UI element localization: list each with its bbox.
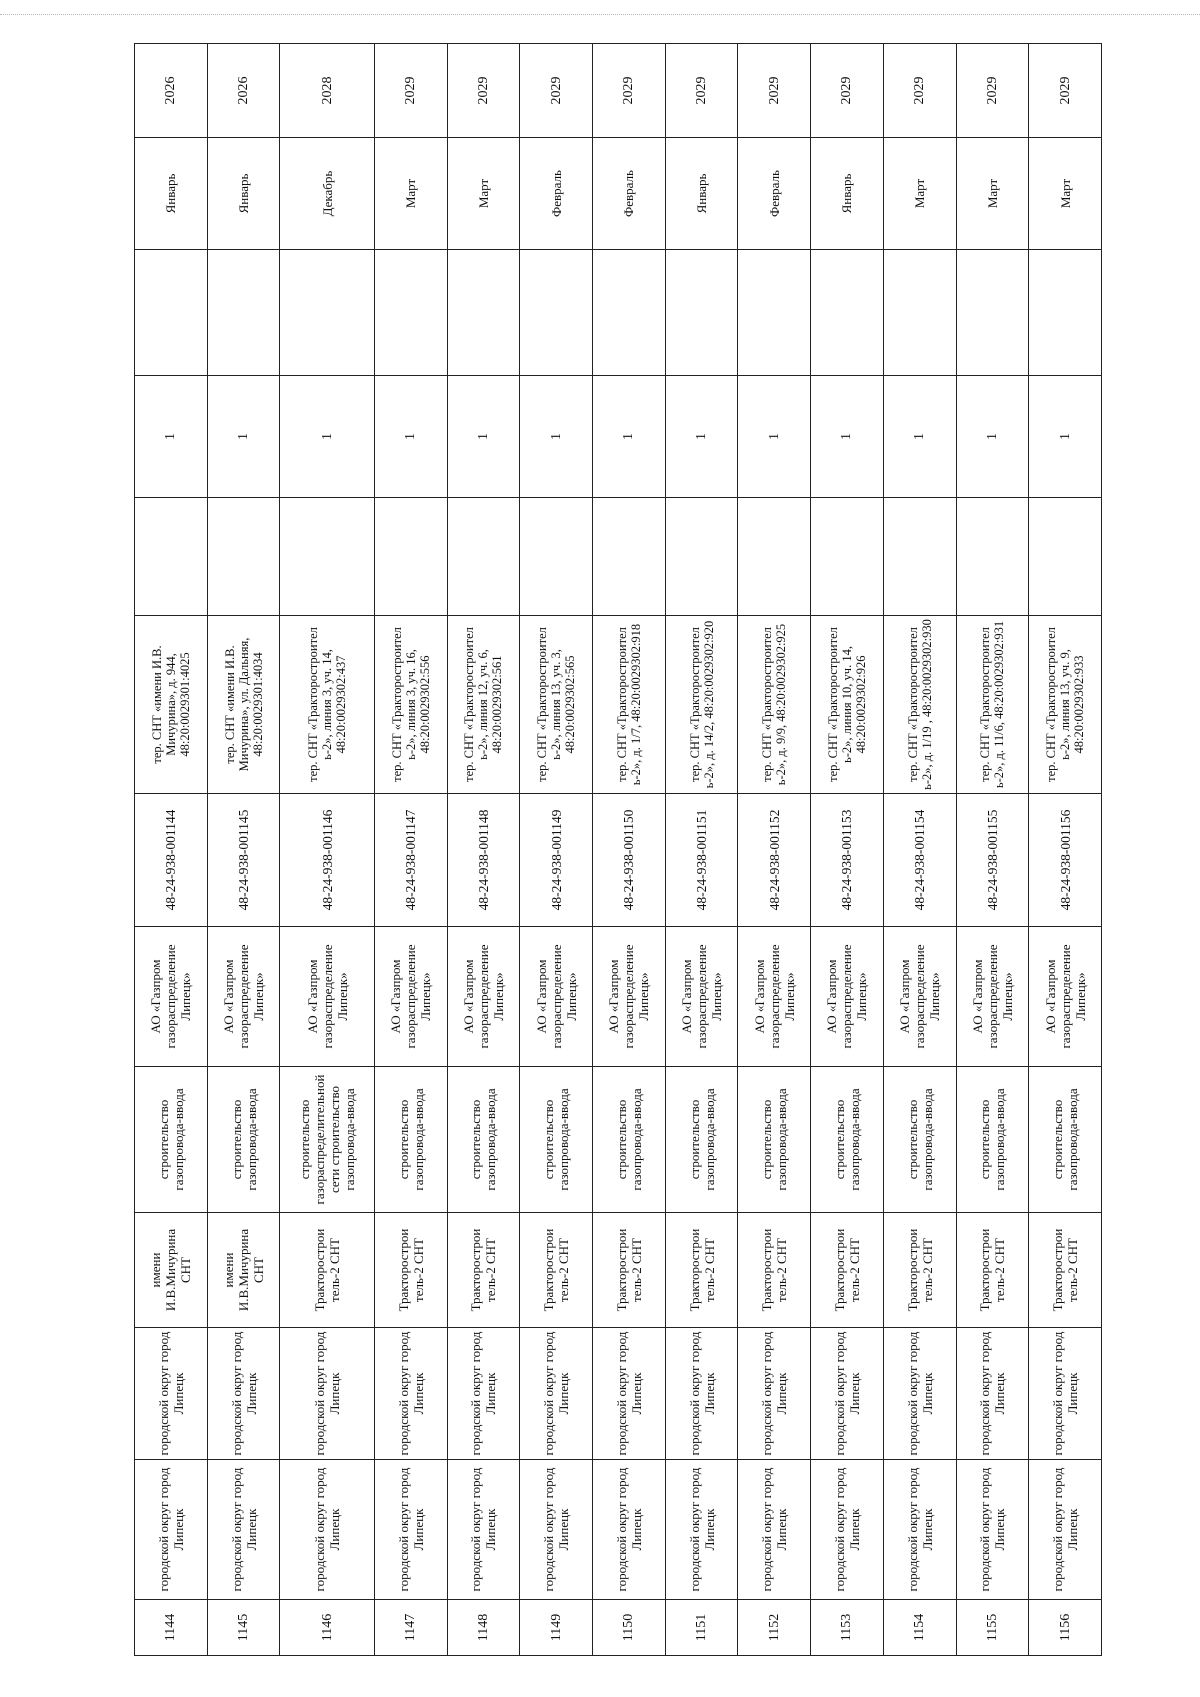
- note-cell: [665, 250, 738, 376]
- row-number: 1144: [135, 1600, 208, 1656]
- note-cell: [207, 250, 280, 376]
- scan-edge-line: [0, 14, 1200, 15]
- location-cell: имени И.В.Мичурина СНТ: [135, 1213, 208, 1328]
- municipality-cell: городской округ город Липецк: [883, 1460, 956, 1600]
- settlement-cell: городской округ город Липецк: [593, 1328, 666, 1460]
- work-type-cell: строительство газопровода-ввода: [135, 1067, 208, 1213]
- municipality-cell: городской округ город Липецк: [447, 1460, 520, 1600]
- work-type-cell: строительство газопровода-ввода: [447, 1067, 520, 1213]
- note-cell: [956, 250, 1029, 376]
- object-code-cell: 48-24-938-001148: [447, 794, 520, 927]
- row-number: 1147: [374, 1600, 447, 1656]
- month-cell: Март: [883, 138, 956, 250]
- address-cell: тер. СНТ «Тракторостроител ь-2», линия 13, уч. 9, 48:20:0029302:933: [1029, 616, 1102, 794]
- note-cell: [883, 250, 956, 376]
- location-cell: Тракторострои тель-2 СНТ: [738, 1213, 811, 1328]
- extra-cell: [374, 498, 447, 616]
- location-cell: Тракторострои тель-2 СНТ: [665, 1213, 738, 1328]
- gasification-plan-table: [134, 43, 1102, 1656]
- year-cell: 2029: [811, 44, 884, 138]
- table-row: [593, 44, 666, 1656]
- extra-cell: [956, 498, 1029, 616]
- year-cell: 2029: [665, 44, 738, 138]
- address-cell: тер. СНТ «Тракторостроител ь-2», д. 14/2, 48:20:0029302:920: [665, 616, 738, 794]
- row-number: 1146: [280, 1600, 375, 1656]
- extra-cell: [665, 498, 738, 616]
- object-code-cell: 48-24-938-001156: [1029, 794, 1102, 927]
- work-type-cell: строительство газопровода-ввода: [956, 1067, 1029, 1213]
- settlement-cell: городской округ город Липецк: [956, 1328, 1029, 1460]
- organization-cell: АО «Газпром газораспределение Липецк»: [593, 927, 666, 1067]
- municipality-cell: городской округ город Липецк: [738, 1460, 811, 1600]
- work-type-cell: строительство газораспределительной сети строительство газопровода-ввода: [280, 1067, 375, 1213]
- row-number: 1149: [520, 1600, 593, 1656]
- extra-cell: [738, 498, 811, 616]
- table-row: [520, 44, 593, 1656]
- month-cell: Февраль: [520, 138, 593, 250]
- year-cell: 2028: [280, 44, 375, 138]
- extra-cell: [207, 498, 280, 616]
- note-cell: [135, 250, 208, 376]
- object-code-cell: 48-24-938-001144: [135, 794, 208, 927]
- location-cell: Тракторострои тель-2 СНТ: [1029, 1213, 1102, 1328]
- organization-cell: АО «Газпром газораспределение Липецк»: [665, 927, 738, 1067]
- extra-cell: [883, 498, 956, 616]
- object-code-cell: 48-24-938-001145: [207, 794, 280, 927]
- object-code-cell: 48-24-938-001152: [738, 794, 811, 927]
- location-cell: Тракторострои тель-2 СНТ: [447, 1213, 520, 1328]
- address-cell: тер. СНТ «Тракторостроител ь-2», линия 10, уч. 14, 48:20:0029302:926: [811, 616, 884, 794]
- month-cell: Февраль: [738, 138, 811, 250]
- settlement-cell: городской округ город Липецк: [447, 1328, 520, 1460]
- row-number: 1152: [738, 1600, 811, 1656]
- row-number: 1155: [956, 1600, 1029, 1656]
- year-cell: 2026: [135, 44, 208, 138]
- address-cell: тер. СНТ «Тракторостроител ь-2», д. 9/9, 48:20:0029302:925: [738, 616, 811, 794]
- count-cell: 1: [738, 376, 811, 498]
- object-code-cell: 48-24-938-001149: [520, 794, 593, 927]
- note-cell: [520, 250, 593, 376]
- organization-cell: АО «Газпром газораспределение Липецк»: [883, 927, 956, 1067]
- table-row: [956, 44, 1029, 1656]
- extra-cell: [520, 498, 593, 616]
- table-row: [883, 44, 956, 1656]
- settlement-cell: городской округ город Липецк: [280, 1328, 375, 1460]
- table-row: [811, 44, 884, 1656]
- month-cell: Декабрь: [280, 138, 375, 250]
- organization-cell: АО «Газпром газораспределение Липецк»: [811, 927, 884, 1067]
- month-cell: Январь: [665, 138, 738, 250]
- municipality-cell: городской округ город Липецк: [593, 1460, 666, 1600]
- table-row: [135, 44, 208, 1656]
- address-cell: тер. СНТ «Тракторостроител ь-2», д. 11/6, 48:20:0029302:931: [956, 616, 1029, 794]
- count-cell: 1: [447, 376, 520, 498]
- address-cell: тер. СНТ «имени И.В. Мичурина», д. 944, 48:20:0029301:4025: [135, 616, 208, 794]
- month-cell: Март: [374, 138, 447, 250]
- note-cell: [811, 250, 884, 376]
- count-cell: 1: [374, 376, 447, 498]
- object-code-cell: 48-24-938-001155: [956, 794, 1029, 927]
- municipality-cell: городской округ город Липецк: [280, 1460, 375, 1600]
- organization-cell: АО «Газпром газораспределение Липецк»: [1029, 927, 1102, 1067]
- organization-cell: АО «Газпром газораспределение Липецк»: [738, 927, 811, 1067]
- row-number: 1151: [665, 1600, 738, 1656]
- work-type-cell: строительство газопровода-ввода: [520, 1067, 593, 1213]
- count-cell: 1: [207, 376, 280, 498]
- work-type-cell: строительство газопровода-ввода: [593, 1067, 666, 1213]
- row-number: 1150: [593, 1600, 666, 1656]
- municipality-cell: городской округ город Липецк: [665, 1460, 738, 1600]
- year-cell: 2029: [447, 44, 520, 138]
- settlement-cell: городской округ город Липецк: [207, 1328, 280, 1460]
- work-type-cell: строительство газопровода-ввода: [207, 1067, 280, 1213]
- address-cell: тер. СНТ «Тракторостроител ь-2», д. 1/7, 48:20:0029302:918: [593, 616, 666, 794]
- row-number: 1156: [1029, 1600, 1102, 1656]
- location-cell: Тракторострои тель-2 СНТ: [280, 1213, 375, 1328]
- count-cell: 1: [135, 376, 208, 498]
- organization-cell: АО «Газпром газораспределение Липецк»: [447, 927, 520, 1067]
- row-number: 1148: [447, 1600, 520, 1656]
- location-cell: Тракторострои тель-2 СНТ: [593, 1213, 666, 1328]
- year-cell: 2029: [520, 44, 593, 138]
- year-cell: 2029: [738, 44, 811, 138]
- municipality-cell: городской округ город Липецк: [811, 1460, 884, 1600]
- organization-cell: АО «Газпром газораспределение Липецк»: [207, 927, 280, 1067]
- settlement-cell: городской округ город Липецк: [374, 1328, 447, 1460]
- month-cell: Февраль: [593, 138, 666, 250]
- settlement-cell: городской округ город Липецк: [883, 1328, 956, 1460]
- year-cell: 2029: [374, 44, 447, 138]
- object-code-cell: 48-24-938-001154: [883, 794, 956, 927]
- settlement-cell: городской округ город Липецк: [738, 1328, 811, 1460]
- table-row: [374, 44, 447, 1656]
- year-cell: 2029: [956, 44, 1029, 138]
- month-cell: Январь: [811, 138, 884, 250]
- count-cell: 1: [1029, 376, 1102, 498]
- table-row: [665, 44, 738, 1656]
- extra-cell: [811, 498, 884, 616]
- table-body: [135, 44, 1102, 1656]
- work-type-cell: строительство газопровода-ввода: [1029, 1067, 1102, 1213]
- note-cell: [447, 250, 520, 376]
- year-cell: 2026: [207, 44, 280, 138]
- address-cell: тер. СНТ «Тракторостроител ь-2», линия 13, уч. 3, 48:20:0029302:565: [520, 616, 593, 794]
- count-cell: 1: [593, 376, 666, 498]
- count-cell: 1: [811, 376, 884, 498]
- extra-cell: [447, 498, 520, 616]
- object-code-cell: 48-24-938-001150: [593, 794, 666, 927]
- note-cell: [374, 250, 447, 376]
- settlement-cell: городской округ город Липецк: [811, 1328, 884, 1460]
- extra-cell: [135, 498, 208, 616]
- work-type-cell: строительство газопровода-ввода: [738, 1067, 811, 1213]
- month-cell: Январь: [135, 138, 208, 250]
- note-cell: [280, 250, 375, 376]
- address-cell: тер. СНТ «Тракторостроител ь-2», линия 3, уч. 16, 48:20:0029302:556: [374, 616, 447, 794]
- organization-cell: АО «Газпром газораспределение Липецк»: [956, 927, 1029, 1067]
- table-row: [207, 44, 280, 1656]
- location-cell: Тракторострои тель-2 СНТ: [883, 1213, 956, 1328]
- municipality-cell: городской округ город Липецк: [207, 1460, 280, 1600]
- organization-cell: АО «Газпром газораспределение Липецк»: [374, 927, 447, 1067]
- note-cell: [738, 250, 811, 376]
- municipality-cell: городской округ город Липецк: [1029, 1460, 1102, 1600]
- municipality-cell: городской округ город Липецк: [374, 1460, 447, 1600]
- row-number: 1145: [207, 1600, 280, 1656]
- organization-cell: АО «Газпром газораспределение Липецк»: [135, 927, 208, 1067]
- settlement-cell: городской округ город Липецк: [665, 1328, 738, 1460]
- table-row: [447, 44, 520, 1656]
- rotated-table-wrapper: [134, 76, 1102, 1656]
- location-cell: Тракторострои тель-2 СНТ: [811, 1213, 884, 1328]
- object-code-cell: 48-24-938-001146: [280, 794, 375, 927]
- extra-cell: [280, 498, 375, 616]
- municipality-cell: городской округ город Липецк: [135, 1460, 208, 1600]
- settlement-cell: городской округ город Липецк: [1029, 1328, 1102, 1460]
- count-cell: 1: [956, 376, 1029, 498]
- settlement-cell: городской округ город Липецк: [520, 1328, 593, 1460]
- location-cell: Тракторострои тель-2 СНТ: [374, 1213, 447, 1328]
- row-number: 1154: [883, 1600, 956, 1656]
- location-cell: Тракторострои тель-2 СНТ: [520, 1213, 593, 1328]
- object-code-cell: 48-24-938-001151: [665, 794, 738, 927]
- municipality-cell: городской округ город Липецк: [520, 1460, 593, 1600]
- work-type-cell: строительство газопровода-ввода: [374, 1067, 447, 1213]
- extra-cell: [1029, 498, 1102, 616]
- municipality-cell: городской округ город Липецк: [956, 1460, 1029, 1600]
- work-type-cell: строительство газопровода-ввода: [665, 1067, 738, 1213]
- count-cell: 1: [665, 376, 738, 498]
- object-code-cell: 48-24-938-001147: [374, 794, 447, 927]
- count-cell: 1: [520, 376, 593, 498]
- table-row: [1029, 44, 1102, 1656]
- location-cell: Тракторострои тель-2 СНТ: [956, 1213, 1029, 1328]
- object-code-cell: 48-24-938-001153: [811, 794, 884, 927]
- month-cell: Январь: [207, 138, 280, 250]
- month-cell: Март: [1029, 138, 1102, 250]
- year-cell: 2029: [593, 44, 666, 138]
- month-cell: Март: [447, 138, 520, 250]
- location-cell: имени И.В.Мичурина СНТ: [207, 1213, 280, 1328]
- address-cell: тер. СНТ «Тракторостроител ь-2», линия 12, уч. 6, 48:20:0029302:561: [447, 616, 520, 794]
- year-cell: 2029: [1029, 44, 1102, 138]
- count-cell: 1: [280, 376, 375, 498]
- address-cell: тер. СНТ «Тракторостроител ь-2», д. 1/19 , 48:20:0029302:930: [883, 616, 956, 794]
- work-type-cell: строительство газопровода-ввода: [883, 1067, 956, 1213]
- note-cell: [1029, 250, 1102, 376]
- note-cell: [593, 250, 666, 376]
- row-number: 1153: [811, 1600, 884, 1656]
- extra-cell: [593, 498, 666, 616]
- work-type-cell: строительство газопровода-ввода: [811, 1067, 884, 1213]
- organization-cell: АО «Газпром газораспределение Липецк»: [520, 927, 593, 1067]
- year-cell: 2029: [883, 44, 956, 138]
- month-cell: Март: [956, 138, 1029, 250]
- settlement-cell: городской округ город Липецк: [135, 1328, 208, 1460]
- address-cell: тер. СНТ «Тракторостроител ь-2», линия 3, уч. 14, 48:20:0029302:437: [280, 616, 375, 794]
- table-row: [280, 44, 375, 1656]
- organization-cell: АО «Газпром газораспределение Липецк»: [280, 927, 375, 1067]
- table-row: [738, 44, 811, 1656]
- count-cell: 1: [883, 376, 956, 498]
- address-cell: тер. СНТ «имени И.В. Мичурина», ул. Дальняя, 48:20:0029301:4034: [207, 616, 280, 794]
